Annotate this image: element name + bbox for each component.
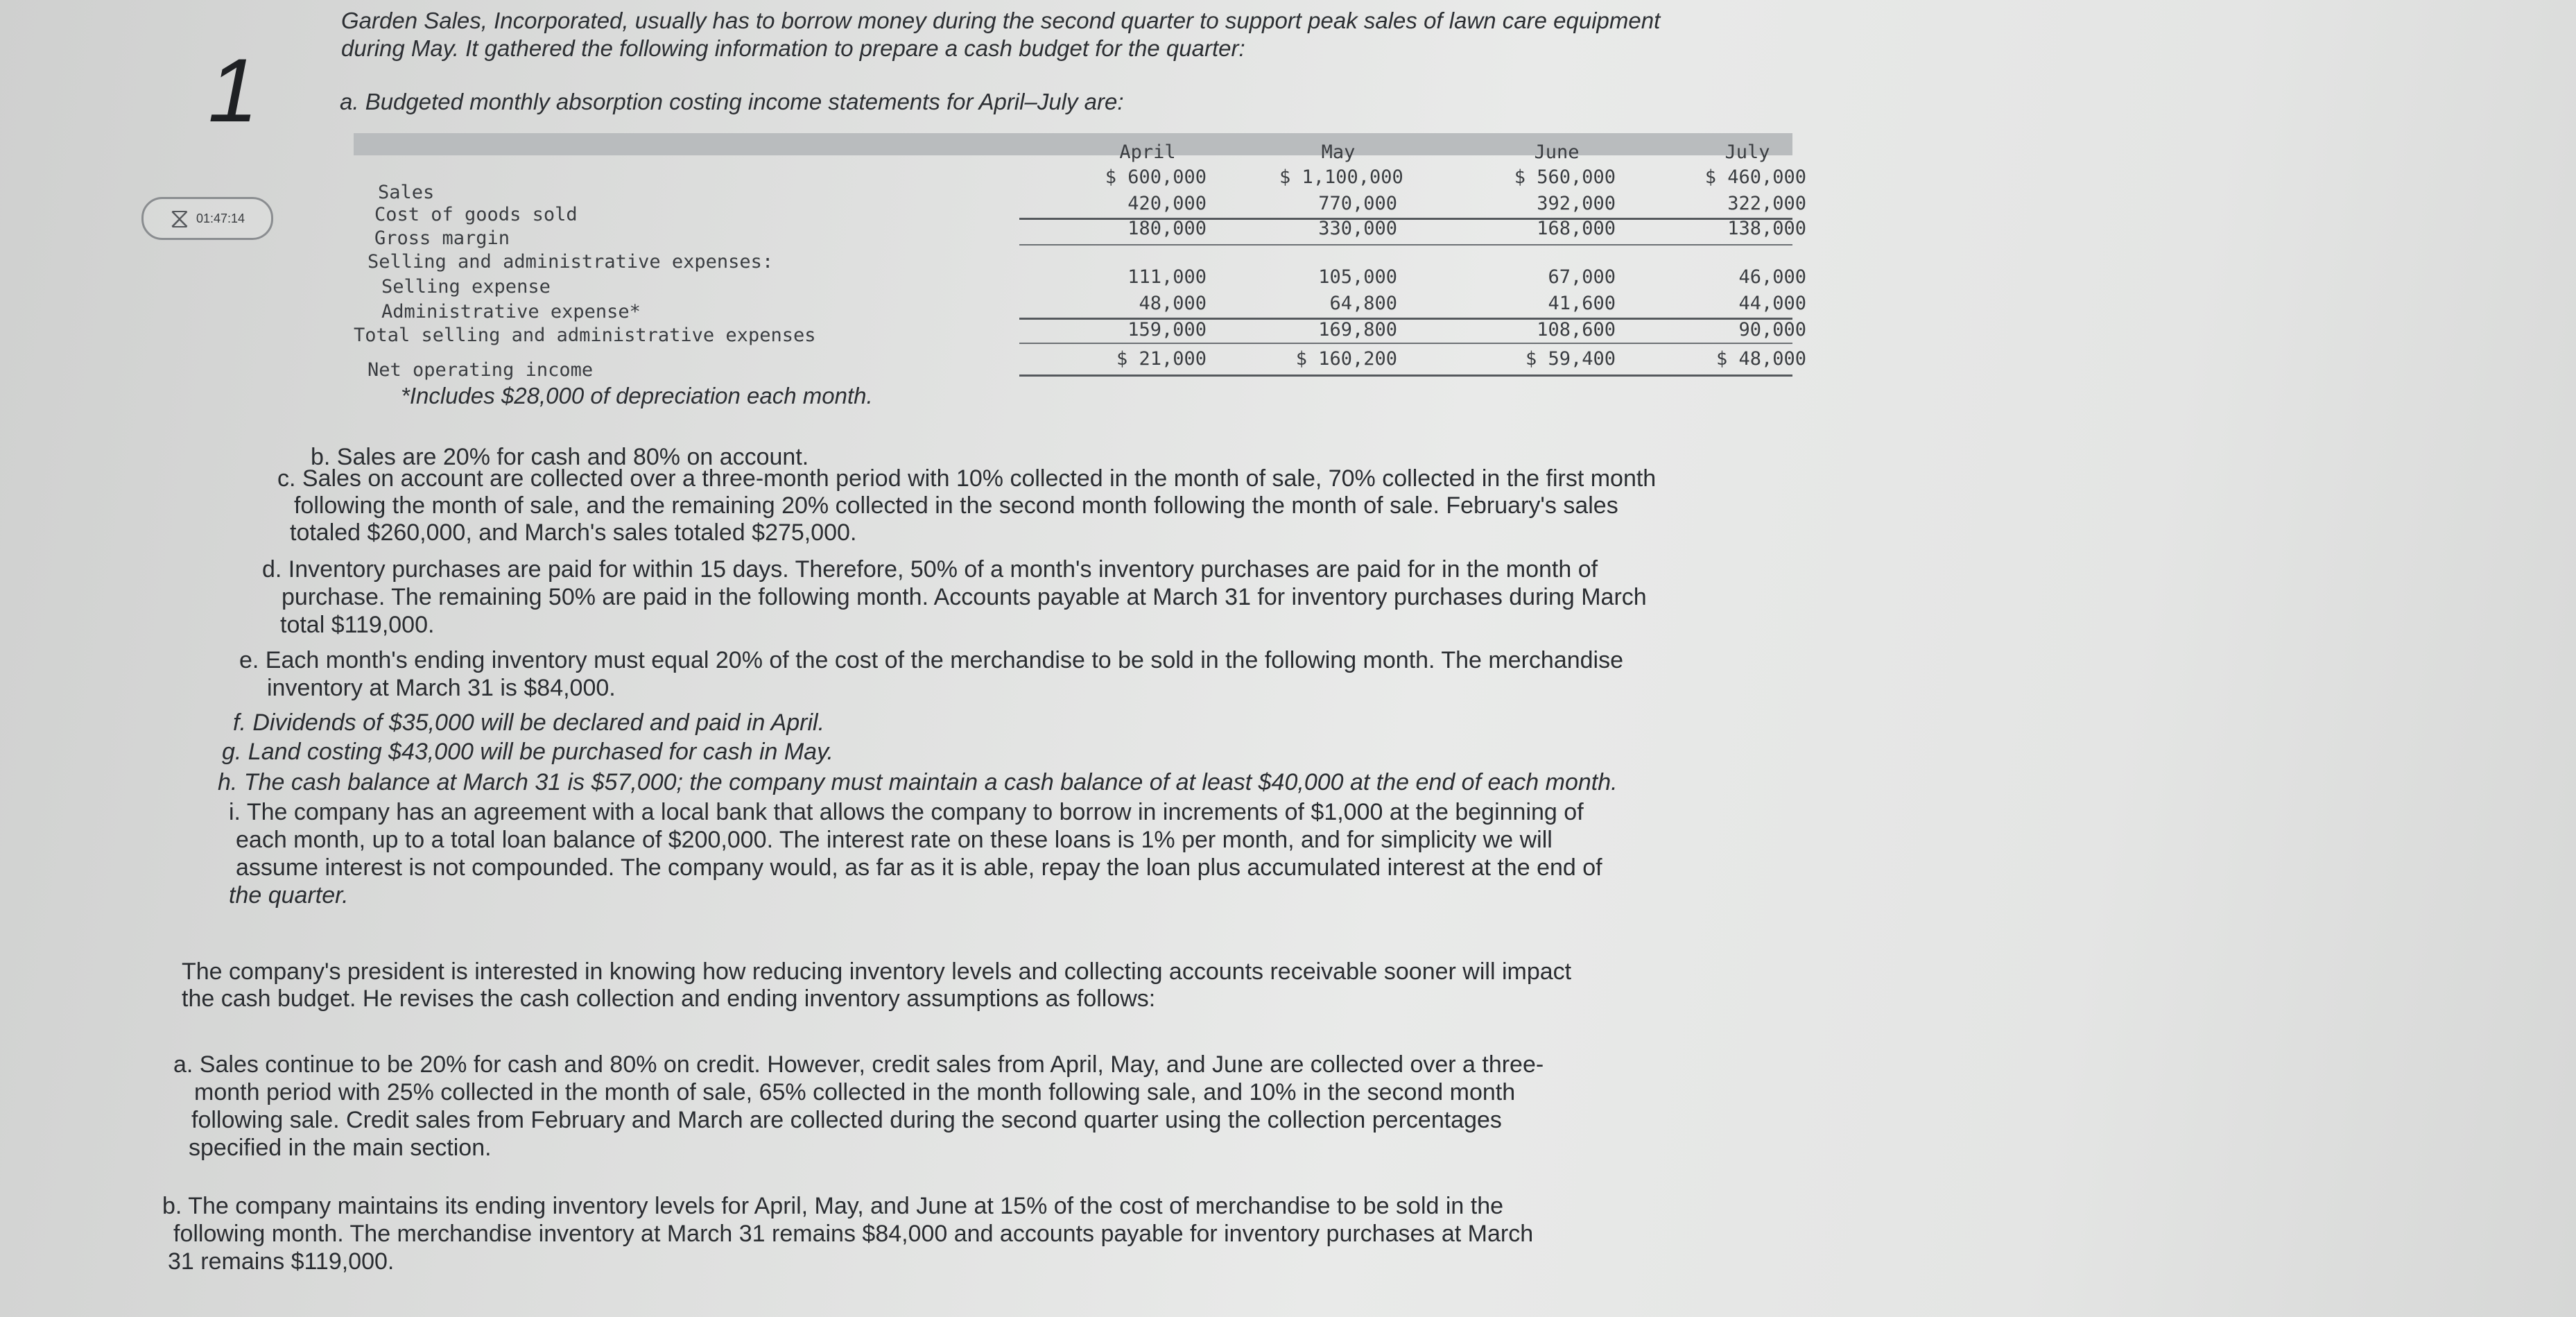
cell-noi-april: $ 21,000 — [1116, 348, 1207, 370]
row-label-sga-heading: Selling and administrative expenses: — [368, 251, 774, 273]
cell-selling-april: 111,000 — [1127, 266, 1207, 288]
intro-line: Garden Sales, Incorporated, usually has to borrow money during the second quarter to support peak sales of lawn care equipment — [341, 8, 1661, 33]
row-label-gross-margin: Gross margin — [374, 227, 510, 249]
column-header-june: June — [1534, 141, 1580, 163]
timer-icon: ⧖ — [169, 203, 189, 234]
row-label-total-sga: Total selling and administrative expenses — [354, 325, 816, 346]
timer-text: 01:47:14 — [196, 211, 245, 225]
assumption-line: purchase. The remaining 50% are paid in the following month. Accounts payable at March 31 for inventory purchases during March — [282, 584, 1647, 610]
assumption-line: i. The company has an agreement with a local bank that allows the company to borrow in increments of $1,000 at the beginning of — [229, 799, 1584, 825]
assumption-i — [229, 798, 1602, 910]
cell-admin-may: 64,800 — [1329, 293, 1397, 314]
revised-line: b. The company maintains its ending inventory levels for April, May, and June at 15% of the cost of merchandise to be sold in the — [162, 1193, 1504, 1219]
assumption-line: h. The cash balance at March 31 is $57,000; the company must maintain a cash balance of at least $40,000 at the end of each month. — [218, 769, 1618, 795]
assumption-line: following the month of sale, and the remaining 20% collected in the second month following the month of sale. February's sales — [294, 492, 1618, 519]
assumption-line: c. Sales on account are collected over a three-month period with 10% collected in the month of sale, 70% collected in the first month — [277, 465, 1657, 492]
cell-sales-april: $ 600,000 — [1105, 166, 1207, 188]
revised-line: specified in the main section. — [189, 1135, 492, 1161]
revised-assumption-a — [173, 1050, 1544, 1162]
assumption-g — [222, 737, 833, 766]
revised-line: month period with 25% collected in the month of sale, 65% collected in the month following sale, and 10% in the second month — [194, 1079, 1516, 1105]
cell-admin-july: 44,000 — [1738, 293, 1806, 314]
revised-assumption-b — [162, 1191, 1533, 1276]
rule-line — [1019, 343, 1792, 344]
cell-gm-april: 180,000 — [1127, 218, 1207, 239]
assumption-line: b. Sales are 20% for cash and 80% on account. — [311, 444, 809, 470]
cell-sales-may: $ 1,100,000 — [1279, 166, 1403, 188]
row-label-admin-expense: Administrative expense* — [381, 301, 641, 322]
cell-total-sga-june: 108,600 — [1537, 319, 1616, 341]
paragraph-line: The company's president is interested in knowing how reducing inventory levels and collecting accounts receivable sooner will impact — [182, 958, 1572, 985]
assumption-line: totaled $260,000, and March's sales totaled $275,000. — [290, 519, 857, 546]
cell-noi-may: $ 160,200 — [1295, 348, 1397, 370]
assumption-d — [262, 555, 1647, 639]
assumption-line: e. Each month's ending inventory must equal 20% of the cost of the merchandise to be sold in the following month. The merchandise — [239, 647, 1624, 673]
row-label-sales: Sales — [378, 182, 435, 203]
cell-total-sga-july: 90,000 — [1738, 319, 1806, 341]
cell-cogs-may: 770,000 — [1318, 193, 1397, 214]
rule-line — [1019, 244, 1792, 246]
cell-total-sga-april: 159,000 — [1127, 319, 1207, 341]
assumption-line: g. Land costing $43,000 will be purchased for cash in May. — [222, 739, 834, 765]
cell-admin-june: 41,600 — [1548, 293, 1616, 314]
cell-noi-july: $ 48,000 — [1715, 348, 1806, 370]
cell-noi-june: $ 59,400 — [1525, 348, 1616, 370]
cell-total-sga-may: 169,800 — [1318, 319, 1397, 341]
income-statement-table — [354, 133, 1806, 381]
row-label-selling-expense: Selling expense — [381, 276, 551, 298]
intro-line: during May. It gathered the following information to prepare a cash budget for the quarter: — [341, 35, 1245, 61]
row-label-net-operating-income: Net operating income — [368, 359, 594, 381]
paragraph-line: the cash budget. He revises the cash collection and ending inventory assumptions as follows: — [182, 985, 1156, 1012]
assumption-line: inventory at March 31 is $84,000. — [267, 675, 616, 701]
intro-paragraph — [341, 7, 1660, 62]
part-a-heading: a. Budgeted monthly absorption costing income statements for April–July are: — [340, 89, 1124, 114]
revised-line: following month. The merchandise inventory at March 31 remains $84,000 and accounts payable for inventory purchases at March — [173, 1221, 1534, 1247]
column-header-april: April — [1119, 141, 1176, 163]
cell-admin-april: 48,000 — [1139, 293, 1207, 314]
cell-cogs-april: 420,000 — [1127, 193, 1207, 214]
cell-gm-june: 168,000 — [1537, 218, 1616, 239]
table-footnote: *Includes $28,000 of depreciation each month. — [401, 383, 873, 408]
cell-gm-may: 330,000 — [1318, 218, 1397, 239]
assumption-line: each month, up to a total loan balance of $200,000. The interest rate on these loans is 1% per month, and for simplicity we will — [236, 827, 1553, 853]
revised-line: 31 remains $119,000. — [168, 1248, 395, 1275]
assumption-line: assume interest is not compounded. The company would, as far as it is able, repay the loan plus accumulated interest at the end of — [236, 854, 1602, 881]
cell-selling-may: 105,000 — [1318, 266, 1397, 288]
rule-line — [1019, 375, 1792, 377]
cell-cogs-july: 322,000 — [1727, 193, 1806, 214]
assumption-f — [233, 708, 824, 737]
revised-line: following sale. Credit sales from February and March are collected during the second quarter using the collection percentages — [191, 1107, 1502, 1133]
assumption-c — [277, 464, 1656, 547]
assumption-line: total $119,000. — [280, 612, 435, 638]
column-header-july: July — [1724, 141, 1770, 163]
assumption-line: f. Dividends of $35,000 will be declared and paid in April. — [233, 709, 825, 736]
question-number: 1 — [208, 40, 259, 141]
revised-line: a. Sales continue to be 20% for cash and 80% on credit. However, credit sales from April, May, and June are collected over a three- — [173, 1051, 1544, 1078]
cell-sales-july: $ 460,000 — [1704, 166, 1806, 188]
cell-selling-june: 67,000 — [1548, 266, 1616, 288]
cell-selling-july: 46,000 — [1738, 266, 1806, 288]
assumption-line: d. Inventory purchases are paid for within 15 days. Therefore, 50% of a month's inventory purchases are paid for in the month of — [262, 556, 1598, 583]
cell-cogs-june: 392,000 — [1537, 193, 1616, 214]
assumption-h — [218, 768, 1618, 797]
cell-gm-july: 138,000 — [1727, 218, 1806, 239]
row-label-cogs: Cost of goods sold — [374, 204, 578, 225]
cell-sales-june: $ 560,000 — [1514, 166, 1616, 188]
column-header-may: May — [1321, 141, 1356, 163]
assumption-line: the quarter. — [229, 882, 349, 909]
president-paragraph — [182, 957, 1571, 1013]
assumption-e — [239, 646, 1623, 703]
timer-badge[interactable] — [141, 197, 273, 240]
